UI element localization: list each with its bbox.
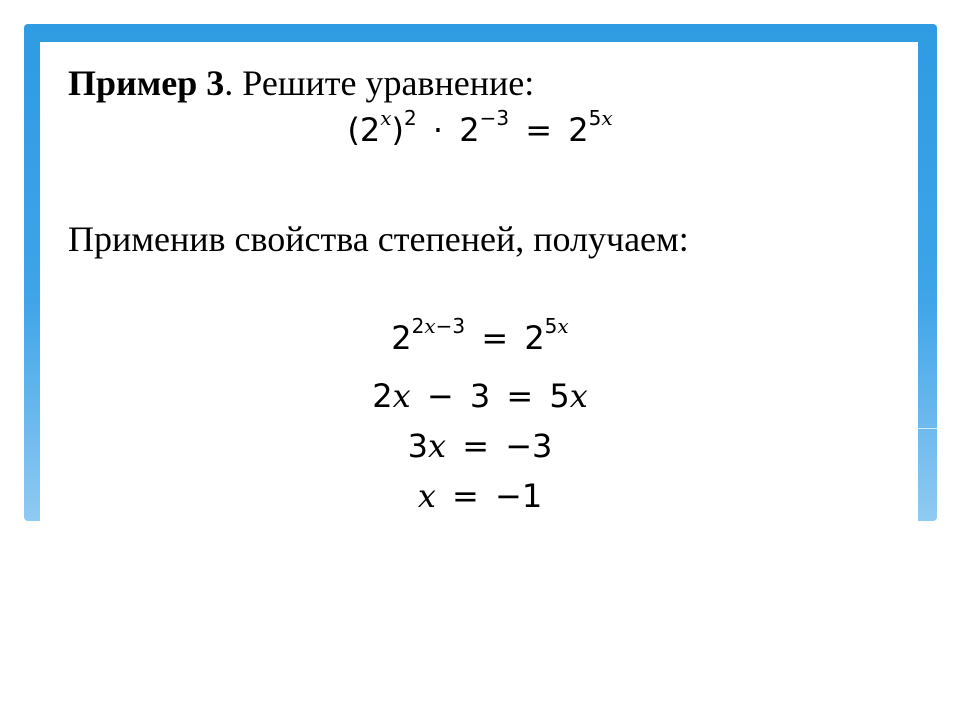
example-label: Пример 3 — [68, 63, 225, 103]
eq1-rhs-exp-var: x — [557, 314, 569, 339]
eq1-rhs-base: 2 — [524, 319, 545, 357]
eq1-exp-rest: −3 — [435, 314, 466, 339]
eq-main-base2: 2 — [459, 111, 480, 149]
eq1-equals: = — [481, 319, 509, 357]
eq-main-neg-exp: −3 — [479, 106, 510, 131]
eq2-minus: − — [426, 377, 454, 415]
intro-text: Применив свойства степеней, получаем: — [68, 219, 689, 259]
slide-title — [68, 62, 534, 104]
eq2-lhs-const: 3 — [469, 377, 491, 415]
eq3-rhs: −3 — [505, 427, 553, 465]
eq-main-open: (2 — [347, 111, 381, 149]
eq1-rhs-exp-num: 5 — [544, 314, 558, 339]
eq3-lhs-num: 3 — [407, 427, 428, 465]
eq-main-close: ) — [391, 111, 404, 149]
eq4-equals: = — [452, 477, 479, 515]
eq-main-rhs-exp-num: 5 — [588, 106, 602, 131]
eq2-rhs-num: 5 — [549, 377, 570, 415]
task-text: . Решите уравнение: — [224, 63, 535, 103]
eq1-exp-num: 2 — [411, 314, 425, 339]
eq-main-rhs-exp-var: x — [601, 106, 613, 131]
frame-decoration — [918, 428, 937, 429]
eq4-lhs-var: x — [417, 477, 436, 515]
equation-step-1 — [200, 314, 760, 357]
eq2-lhs-num: 2 — [372, 377, 393, 415]
eq1-exp-var: x — [424, 314, 436, 339]
eq3-equals: = — [462, 427, 490, 465]
eq-main-outer-exp: 2 — [403, 106, 417, 131]
eq-main-rhs-base: 2 — [568, 111, 589, 149]
equation-step-4 — [200, 477, 760, 515]
equation-step-2 — [200, 377, 760, 415]
eq2-equals: = — [506, 377, 534, 415]
eq-main-dot: · — [432, 111, 444, 149]
eq1-base: 2 — [391, 319, 412, 357]
eq-main-equals: = — [525, 111, 553, 149]
eq-main-inner-exp: x — [380, 106, 392, 131]
equation-main — [200, 106, 760, 149]
eq2-rhs-var: x — [569, 377, 588, 415]
equation-step-3 — [200, 427, 760, 465]
eq2-lhs-var: x — [392, 377, 411, 415]
eq3-lhs-var: x — [427, 427, 447, 465]
eq4-rhs: −1 — [495, 477, 543, 515]
